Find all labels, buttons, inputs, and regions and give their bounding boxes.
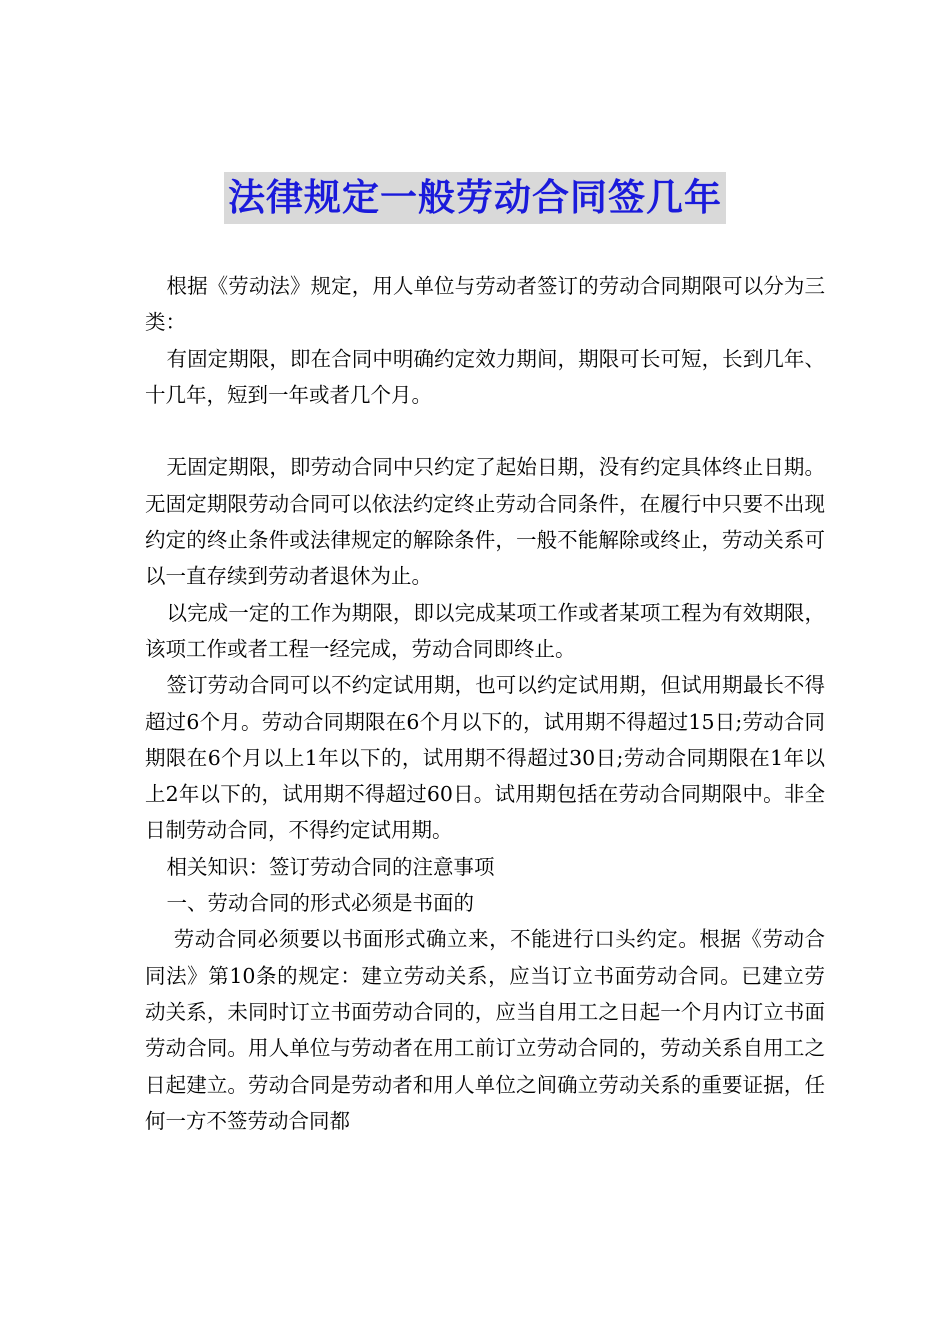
page-title-text: 法律规定一般劳动合同签几年 [224, 172, 726, 224]
section-heading-written-form: 一、劳动合同的形式必须是书面的 [166, 891, 475, 916]
paragraph-intro: 根据《劳动法》规定，用人单位与劳动者签订的劳动合同期限可以分为三类： [145, 274, 825, 335]
paragraph-probation: 签订劳动合同可以不约定试用期，也可以约定试用期，但试用期最长不得超过6个月。劳动合同期限在6个月以下的，试用期不得超过15日;劳动合同期限在6个月以上1年以下的，试用期不得超过30日;劳动合同期限在1年以上2年以下的，试用期不得超过60日。试用期包括在劳动合同期限中。非全日制劳动合同，不得约定试用期。 [145, 673, 825, 843]
paragraph-open-ended-term: 无固定期限，即劳动合同中只约定了起始日期，没有约定具体终止日期。无固定期限劳动合同可以依法约定终止劳动合同条件，在履行中只要不出现约定的终止条件或法律规定的解除条件，一般不能解除或终止，劳动关系可以一直存续到劳动者退休为止。 [145, 455, 825, 589]
paragraph-task-based-term: 以完成一定的工作为期限，即以完成某项工作或者某项工程为有效期限，该项工作或者工程一经完成，劳动合同即终止。 [145, 600, 825, 661]
paragraph-related-knowledge: 相关知识：签订劳动合同的注意事项 [166, 854, 495, 879]
paragraph-written-form: 劳动合同必须要以书面形式确立来，不能进行口头约定。根据《劳动合同法》第10条的规定：建立劳动关系，应当订立书面劳动合同。已建立劳动关系，未同时订立书面劳动合同的，应当自用工之日起一个月内订立书面劳动合同。用人单位与劳动者在用工前订立劳动合同的，劳动关系自用工之日起建立。劳动合同是劳动者和用人单位之间确立劳动关系的重要证据，任何一方不签劳动合同都 [145, 927, 825, 1133]
blank-line [145, 413, 825, 449]
page-title [0, 172, 950, 224]
paragraph-fixed-term: 有固定期限，即在合同中明确约定效力期间，期限可长可短，长到几年、十几年，短到一年或者几个月。 [145, 346, 825, 407]
document-body [145, 268, 825, 1139]
